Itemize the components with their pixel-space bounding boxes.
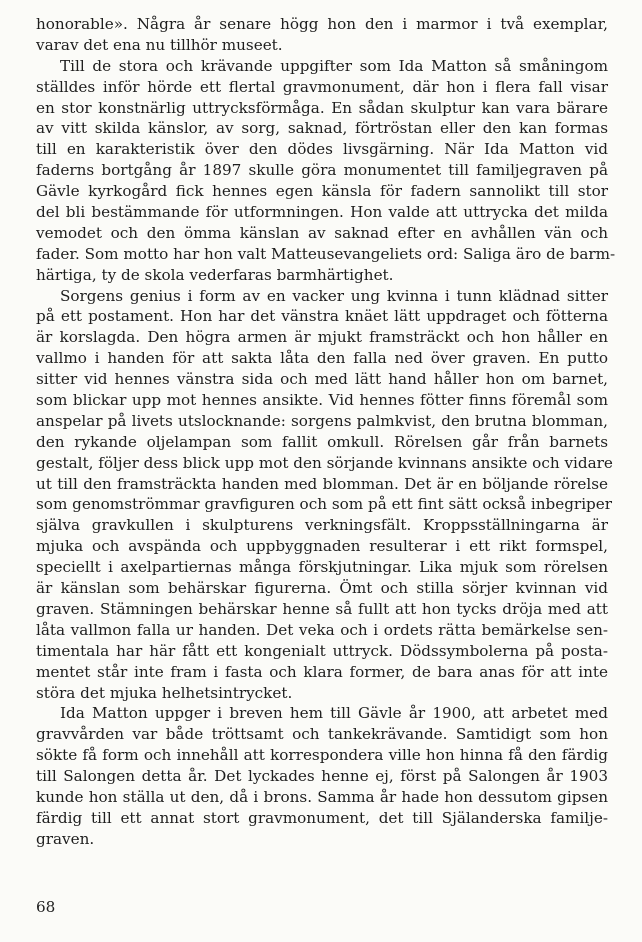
text-line: vemodet och den ömma känslan av saknad efter en avhållen vän och bbox=[36, 223, 608, 242]
text-line: själva gravkullen i skulpturens verkningsfält. Kroppsställningarna är bbox=[36, 516, 608, 535]
text-line: Till de stora och krävande uppgifter som Ida Matton så småningom bbox=[60, 56, 608, 75]
text-line: är korslagda. Den högra armen är mjukt framsträckt och hon håller en bbox=[36, 328, 608, 347]
text-line: färdig till ett annat stort gravmonument, det till Själanderska familje- bbox=[36, 808, 608, 827]
text-line: en stor konstnärlig uttrycksförmåga. En sådan skulptur kan vara bärare bbox=[36, 98, 608, 117]
text-line: varav det ena nu tillhör museet. bbox=[36, 35, 283, 54]
text-line: gravvården var både tröttsamt och tankekrävande. Samtidigt som hon bbox=[36, 725, 608, 744]
text-line: faderns bortgång år 1897 skulle göra monumentet till familjegraven på bbox=[36, 161, 608, 180]
body-text bbox=[36, 14, 616, 850]
text-line: del bli bestämmande för utformningen. Hon valde att uttrycka det milda bbox=[36, 203, 608, 222]
text-line: härtiga, ty de skola vederfaras barmhärtighet. bbox=[36, 265, 394, 284]
page-number: 68 bbox=[36, 898, 56, 916]
text-line: ut till den framsträckta handen med blomman. Det är en böljande rörelse bbox=[36, 474, 608, 493]
text-line: graven. bbox=[36, 829, 95, 848]
text-line: den rykande oljelampan som fallit omkull. Rörelsen går från barnets bbox=[36, 432, 608, 451]
paragraph bbox=[36, 14, 608, 56]
text-line: är känslan som behärskar figurerna. Ömt och stilla sörjer kvinnan vid bbox=[36, 579, 608, 598]
text-line: honorable». Några år senare högg hon den i marmor i två exemplar, bbox=[36, 15, 608, 33]
paragraph bbox=[36, 703, 608, 849]
text-line: låta vallmon falla ur handen. Det veka och i ordets rätta bemärkelse sen- bbox=[36, 620, 608, 639]
text-line: ställdes inför hörde ett flertal gravmonument, där hon i flera fall visar bbox=[36, 77, 608, 96]
text-line: graven. Stämningen behärskar henne så fullt att hon tycks dröja med att bbox=[36, 599, 608, 618]
text-line: speciellt i axelpartiernas många förskjutningar. Lika mjuk som rörelsen bbox=[36, 558, 608, 577]
text-line: anspelar på livets utslocknande: sorgens palmkvist, den brutna blomman, bbox=[36, 411, 608, 430]
text-line: fader. Som motto har hon valt Matteusevangeliets ord: Saliga äro de barm- bbox=[36, 244, 616, 263]
text-line: störa det mjuka helhetsintrycket. bbox=[36, 683, 293, 702]
text-line: vallmo i handen för att sakta låta den falla ned över graven. En putto bbox=[36, 349, 608, 368]
text-line: Sorgens genius i form av en vacker ung kvinna i tunn klädnad sitter bbox=[60, 286, 608, 305]
text-line: timentala har här fått ett kongenialt uttryck. Dödssymbolerna på posta- bbox=[36, 641, 608, 660]
paragraph bbox=[36, 286, 613, 704]
text-line: kunde hon ställa ut den, då i brons. Samma år hade hon dessutom gipsen bbox=[36, 787, 608, 806]
text-line: mjuka och avspända och uppbyggnaden resulterar i ett rikt formspel, bbox=[36, 537, 608, 556]
text-line: sitter vid hennes vänstra sida och med lätt hand håller hon om barnet, bbox=[36, 370, 608, 389]
text-line: Gävle kyrkogård fick hennes egen känsla för fadern sannolikt till stor bbox=[36, 182, 608, 201]
text-line: till Salongen detta år. Det lyckades henne ej, först på Salongen år 1903 bbox=[36, 767, 608, 786]
text-line: Ida Matton uppger i breven hem till Gävle år 1900, att arbetet med bbox=[60, 704, 608, 723]
text-line: till en karakteristik över den dödes livsgärning. När Ida Matton vid bbox=[36, 140, 608, 159]
text-line: som blickar upp mot hennes ansikte. Vid hennes fötter finns föremål som bbox=[36, 391, 608, 410]
text-line: som genomströmmar gravfiguren och som på ett fint sätt också inbegriper bbox=[36, 495, 613, 514]
text-line: av vitt skilda känslor, av sorg, saknad, förtröstan eller den kan formas bbox=[36, 119, 608, 138]
text-line: på ett postament. Hon har det vänstra knäet lätt uppdraget och fötterna bbox=[36, 307, 608, 326]
text-line: gestalt, följer dess blick upp mot den sörjande kvinnans ansikte och vidare bbox=[36, 453, 613, 472]
paragraph bbox=[36, 56, 616, 286]
text-line: sökte få form och innehåll att korrespondera ville hon hinna få den färdig bbox=[36, 746, 608, 765]
text-line: mentet står inte fram i fasta och klara former, de bara anas för att inte bbox=[36, 662, 608, 681]
